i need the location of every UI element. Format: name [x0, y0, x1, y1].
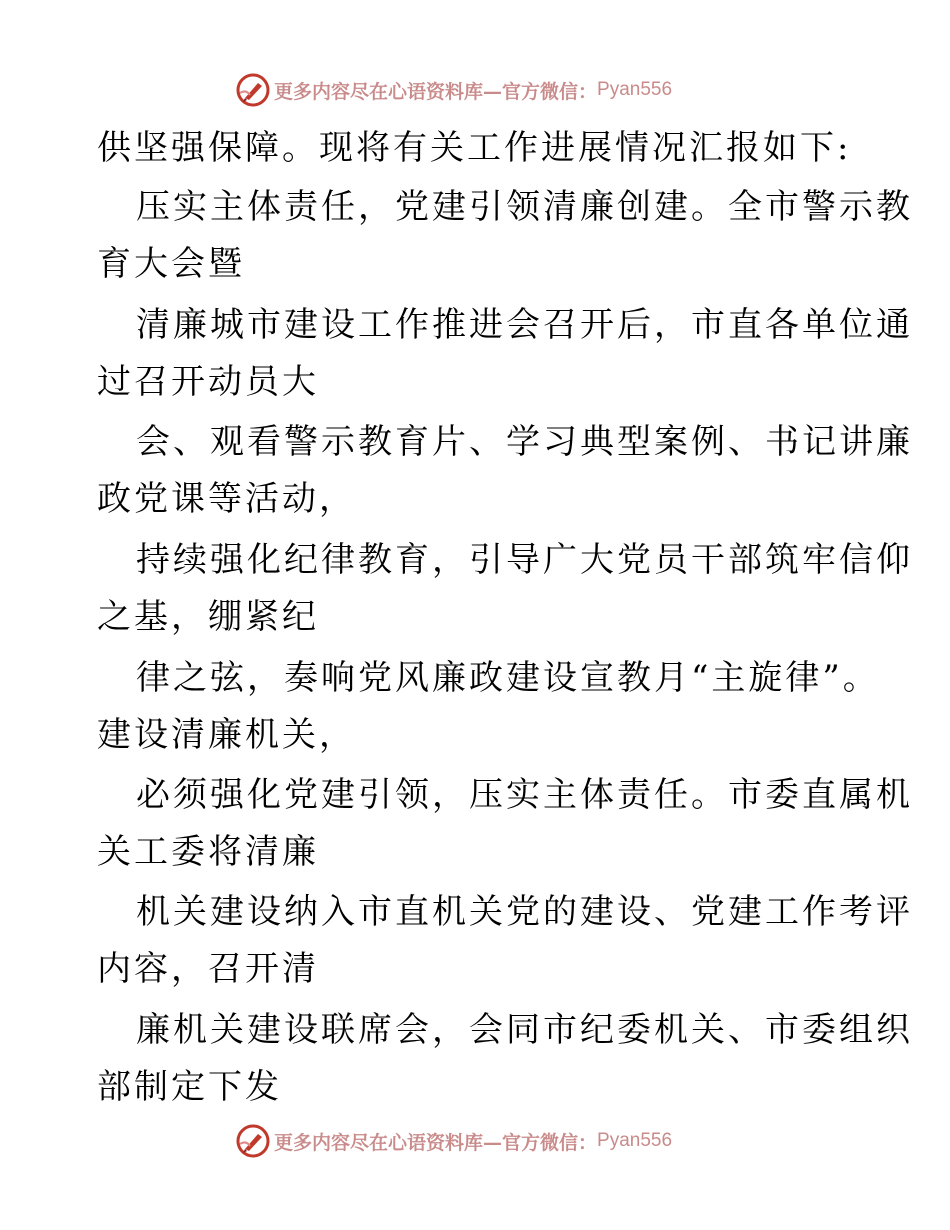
header-banner — [236, 70, 756, 110]
text-line: 律之弦，奏响党风廉政建设宣教月“主旋律”。 — [136, 658, 880, 698]
text-line: 持续强化纪律教育，引导广大党员干部筑牢信仰 — [136, 540, 913, 580]
text-line: 清廉城市建设工作推进会召开后，市直各单位通 — [136, 305, 913, 345]
text-line: 压实主体责任，党建引领清廉创建。全市警示教 — [136, 187, 913, 227]
text-line: 之基，绷紧纪 — [97, 597, 319, 637]
text-line: 建设清廉机关， — [97, 715, 356, 755]
text-line: 内容，召开清 — [97, 949, 319, 989]
text-line: 政党课等活动， — [97, 479, 356, 519]
banner-text: 更多内容尽在心语资料库—官方微信： — [274, 80, 598, 103]
text-line: 供坚强保障。现将有关工作进展情况汇报如下: — [97, 128, 852, 168]
text-line: 机关建设纳入市直机关党的建设、党建工作考评 — [136, 892, 913, 932]
banner-wechat-id: Pyan556 — [597, 1130, 673, 1151]
footer-banner — [236, 1121, 756, 1161]
text-line: 育大会暨 — [97, 244, 245, 284]
pen-logo-icon — [236, 73, 270, 107]
text-line: 关工委将清廉 — [97, 832, 319, 872]
pen-logo-icon — [236, 1124, 270, 1158]
text-line: 会、观看警示教育片、学习典型案例、书记讲廉 — [136, 422, 913, 462]
text-line: 必须强化党建引领，压实主体责任。市委直属机 — [136, 775, 913, 815]
text-line: 廉机关建设联席会，会同市纪委机关、市委组织 — [136, 1010, 913, 1050]
banner-text: 更多内容尽在心语资料库—官方微信： — [274, 1131, 598, 1154]
text-line: 过召开动员大 — [97, 362, 319, 402]
banner-wechat-id: Pyan556 — [597, 79, 673, 100]
text-line: 部制定下发 — [97, 1067, 282, 1107]
